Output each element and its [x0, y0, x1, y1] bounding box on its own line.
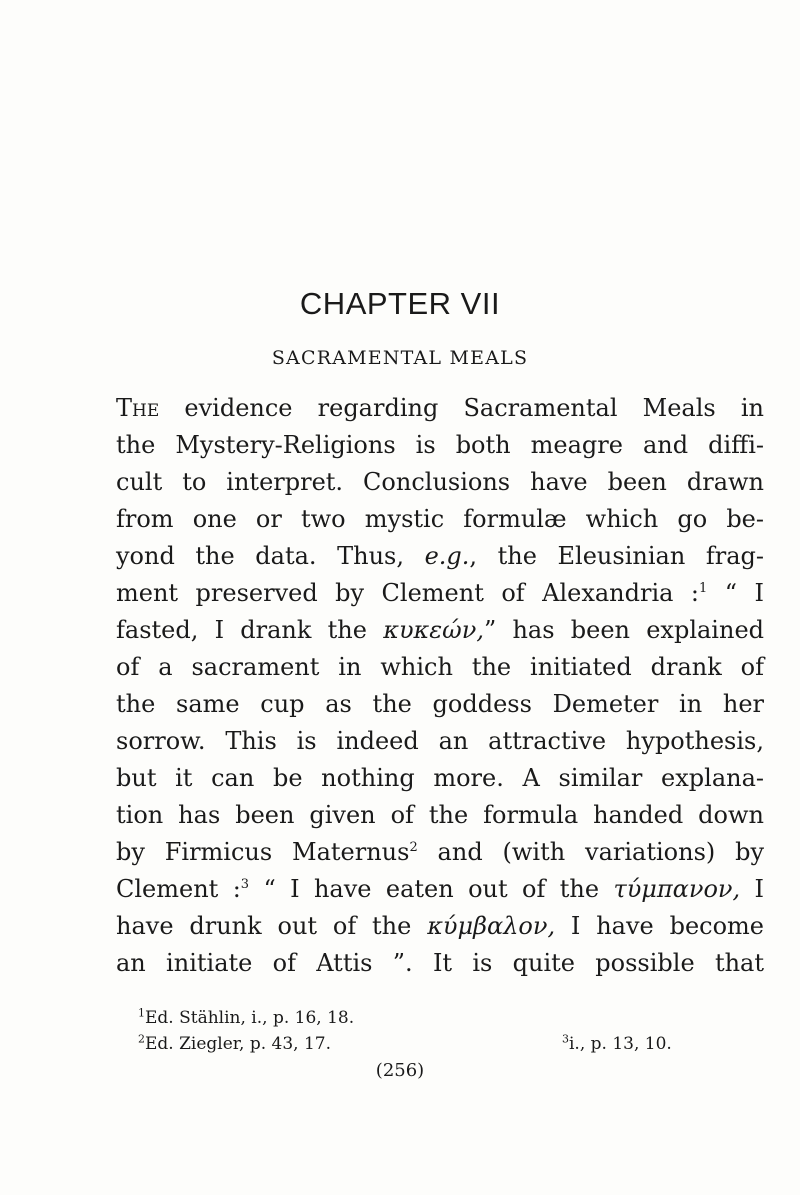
body-line-3: cult to interpret. Conclusions have been drawn: [116, 468, 764, 496]
footnote-ref-1: 1: [699, 581, 708, 596]
body-line-14: Clement :$^3$ “ I have eaten out of the τύμπανον, I: [116, 875, 765, 903]
footnote-3: $^3$i., p. 13, 10.: [562, 1032, 672, 1054]
footnote-ref-2: 2: [409, 840, 418, 855]
footnote-2: $^2$Ed. Ziegler, p. 43, 17.: [138, 1032, 332, 1054]
body-line-13: by Firmicus Maternus$^2$ and (with variations) by: [116, 838, 764, 866]
body-line-5: yond the data. Thus, e.g., the Eleusinian frag-: [116, 542, 764, 570]
body-line-9: the same cup as the goddess Demeter in her: [116, 690, 764, 718]
drop-word: The: [116, 394, 160, 422]
body-line-6: ment preserved by Clement of Alexandria :$^1$ “ I: [116, 579, 765, 607]
footnote-ref-3: 3: [240, 877, 250, 892]
body-line-7: fasted, I drank the κυκεών,” has been explained: [116, 616, 765, 644]
body-line-11: but it can be nothing more. A similar explana-: [116, 764, 764, 792]
body-line-15: have drunk out of the κύμβαλον, I have become: [116, 912, 765, 940]
body-line-2: the Mystery-Religions is both meagre and diffi-: [116, 431, 764, 459]
chapter-heading: CHAPTER VII: [299, 286, 501, 321]
body-line-8: of a sacrament in which the initiated drank of: [116, 653, 764, 681]
chapter-subtitle: SACRAMENTAL MEALS: [271, 347, 529, 369]
body-line-16: an initiate of Attis ”. It is quite possible that: [116, 949, 764, 977]
body-line-10: sorrow. This is indeed an attractive hypothesis,: [116, 727, 764, 755]
greek-word: κυκεών,: [383, 616, 484, 644]
body-line-4: from one or two mystic formulæ which go be-: [116, 505, 764, 533]
greek-word: κύμβαλον,: [427, 912, 556, 940]
footnote-1: $^1$Ed. Stählin, i., p. 16, 18.: [138, 1006, 355, 1028]
body-line-1: The evidence regarding Sacramental Meals in: [116, 394, 764, 422]
greek-word: τύμπανον,: [613, 875, 741, 903]
body-line-12: tion has been given of the formula handed down: [116, 801, 764, 829]
page-number: (256): [375, 1060, 425, 1081]
